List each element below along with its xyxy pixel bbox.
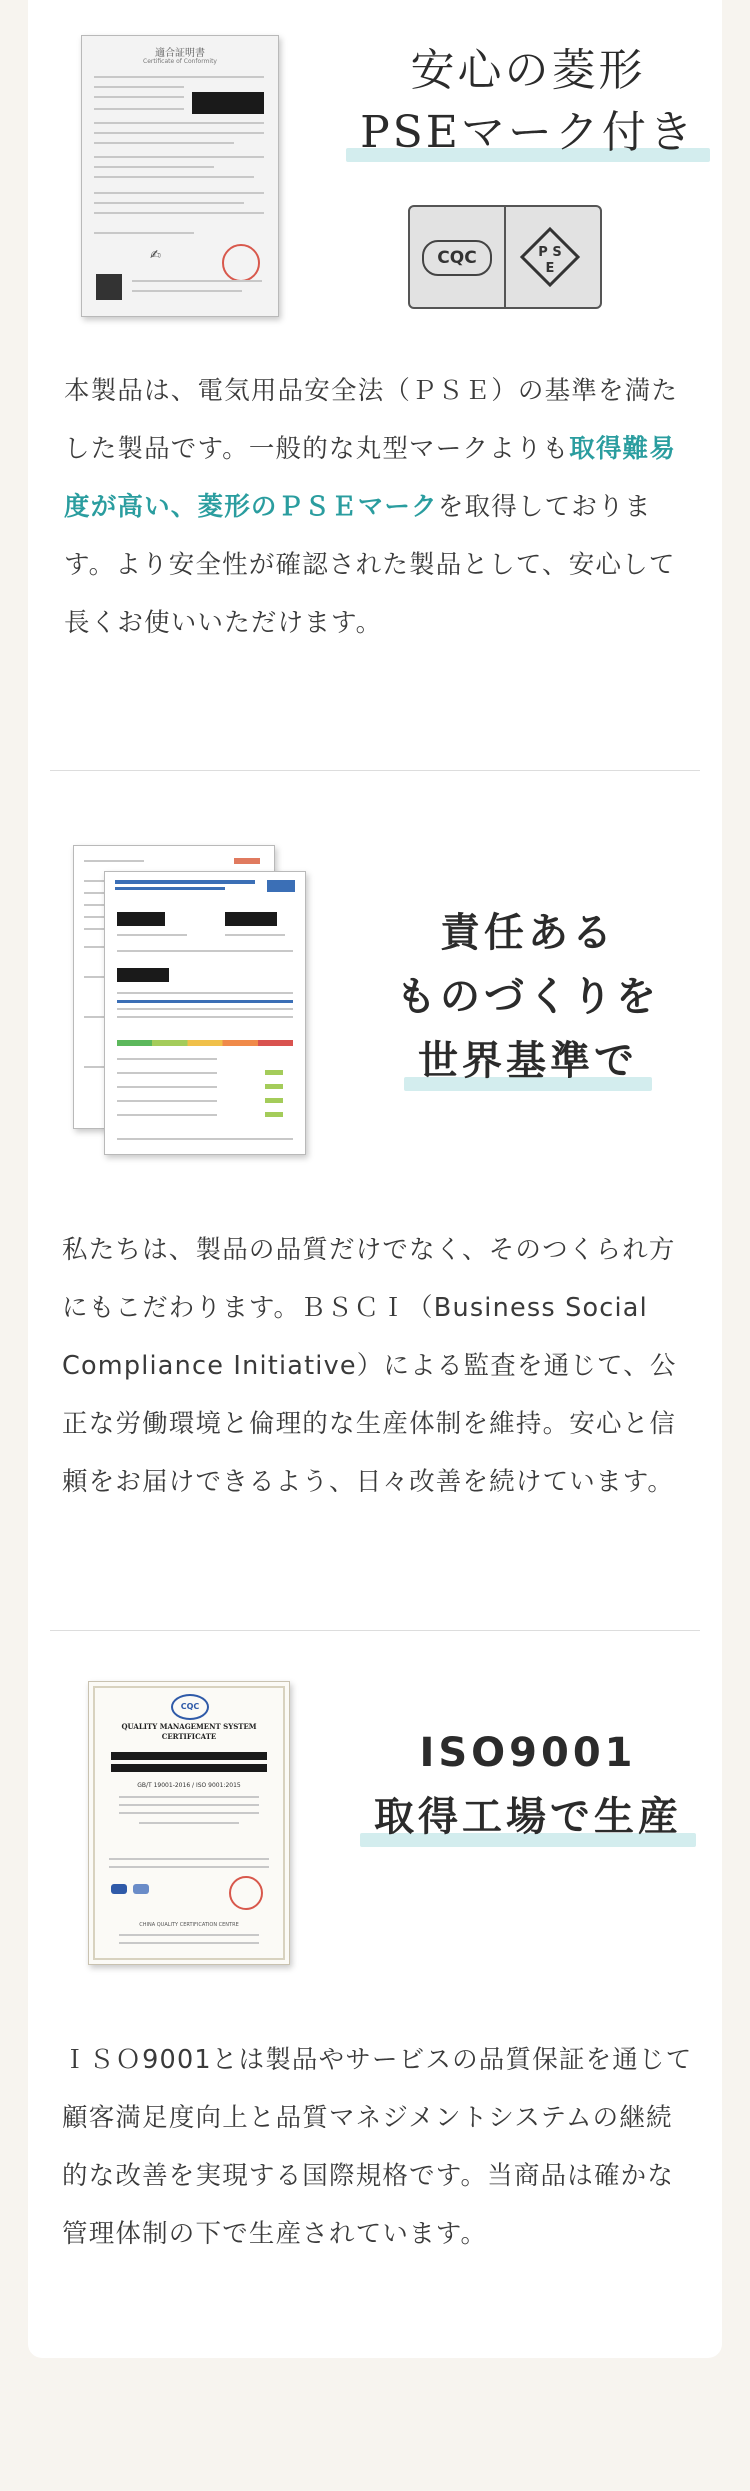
iso-title-line2: 取得工場で生産	[374, 1785, 682, 1849]
bsci-title	[368, 901, 688, 1093]
red-seal-icon	[222, 244, 260, 282]
pse-body-part1: 本製品は、電気用品安全法（ＰＳＥ）の基準を満たした製品です。一般的な丸型マークよりも	[64, 376, 679, 464]
bsci-section	[28, 771, 722, 1631]
iso-description: ＩＳＯ9001とは製品やサービスの品質保証を通じて顧客満足度向上と品質マネジメントシステムの継続的な改善を実現する国際規格です。当商品は確かな管理体制の下で生産されています。	[62, 2045, 693, 2249]
red-seal-icon	[229, 1876, 263, 1910]
pse-body-part2: を取得しております。より安全性が確認された製品として、安心して長くお使いいただけます。	[64, 492, 676, 638]
pse-description	[64, 362, 694, 652]
pse-title-line1: 安心の菱形	[410, 45, 646, 96]
qr-code-icon	[96, 274, 122, 300]
bsci-title-line3: 世界基準で	[418, 1029, 638, 1093]
pse-certificate-image	[81, 35, 279, 317]
content-card	[28, 0, 722, 2358]
iso-certificate-image	[88, 1681, 290, 1965]
certificate-title: 適合証明書	[155, 48, 205, 59]
svg-text:E: E	[545, 261, 555, 276]
bsci-report-front-image	[104, 871, 306, 1155]
iso-title	[363, 1721, 693, 1849]
bsci-description: 私たちは、製品の品質だけでなく、そのつくられ方にもこだわります。ＢＳＣＩ（Business Social Compliance Initiative）による監査を通じて、公正な労働環境と倫理的な生産体制を維持。安心と信頼をお届けできるよう、日々改善を続けています。	[62, 1235, 677, 1497]
accreditation-logo-icon	[111, 1884, 127, 1894]
iso-section	[28, 1631, 722, 2351]
cqc-logo-icon: CQC	[171, 1694, 209, 1720]
iso-certificate-heading: QUALITY MANAGEMENT SYSTEM CERTIFICATE	[121, 1722, 257, 1741]
cqc-mark-icon: CQC	[422, 240, 492, 276]
rating-bar-icon	[117, 1040, 293, 1046]
svg-text:P S: P S	[538, 245, 562, 260]
pse-title-line2: PSEマーク付き	[360, 102, 696, 164]
iso-certificate-standard: GB/T 19001-2016 / ISO 9001:2015	[137, 1782, 241, 1789]
bsci-title-line2: ものづくりを	[396, 974, 660, 1020]
cqc-pse-badge	[408, 205, 602, 309]
pse-diamond-icon	[518, 225, 582, 289]
accreditation-logo-icon	[133, 1884, 149, 1894]
pse-title	[358, 40, 698, 164]
pse-body-highlight: 取得難易度が高い、菱形のＰＳＥマーク	[64, 434, 677, 522]
iso-certificate-footer: CHINA QUALITY CERTIFICATION CENTRE	[139, 1922, 239, 1928]
iso-title-line1: ISO9001	[419, 1730, 637, 1776]
certificate-subtitle: Certificate of Conformity	[143, 58, 217, 65]
signature-icon: ✍	[150, 248, 161, 263]
bsci-title-line1: 責任ある	[440, 910, 616, 956]
pse-section	[28, 0, 722, 760]
